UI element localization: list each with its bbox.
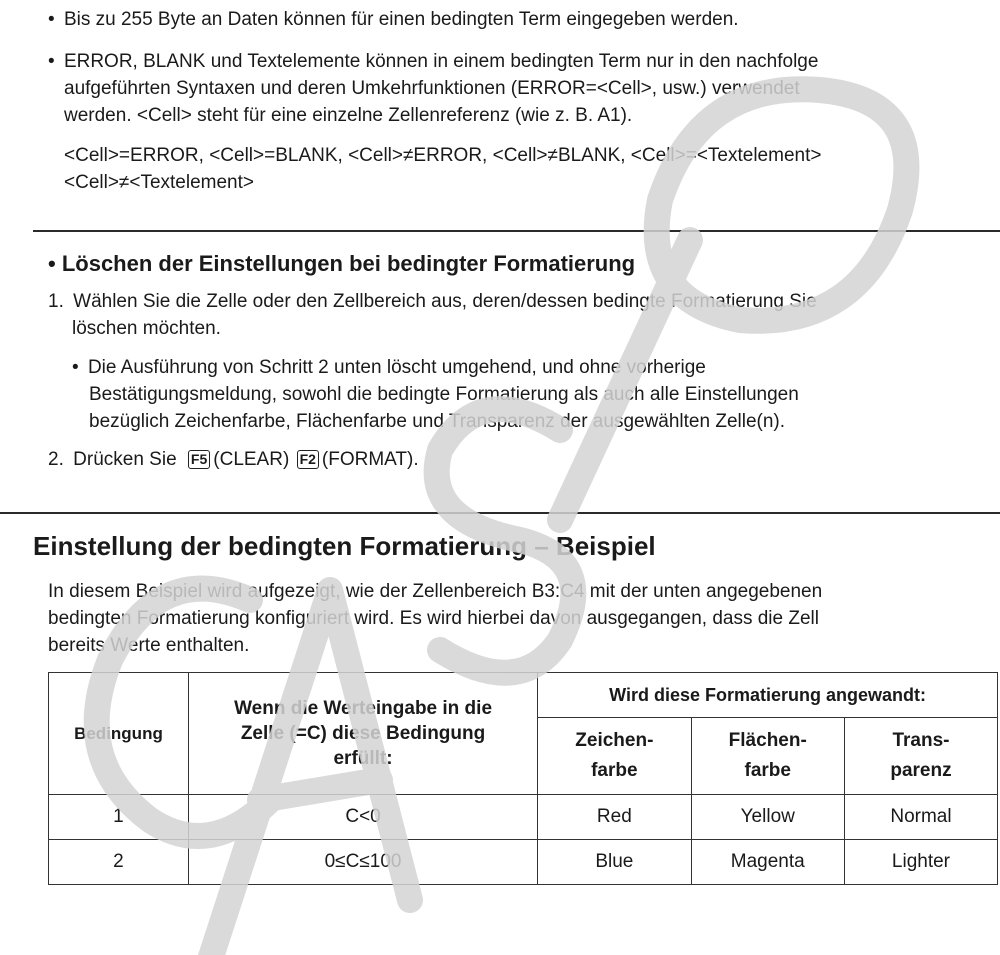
- note-bullet-2-line-2: aufgeführten Syntaxen und deren Umkehrfunktionen (ERROR=<Cell>, usw.) verwendet: [64, 78, 800, 99]
- header-fill-color: Flächen- farbe: [691, 718, 844, 795]
- clear-sub-line-2: Bestätigungsmeldung, sowohl die bedingte Formatierung als auch alle Einstellungen: [89, 384, 799, 405]
- clear-sub-line-1: Die Ausführung von Schritt 2 unten löscht umgehend, und ohne vorherige: [87, 357, 706, 378]
- cell-fill-color: Magenta: [691, 840, 844, 885]
- note-bullet-2-line-1: ERROR, BLANK und Textelemente können in einem bedingten Term nur in den nachfolge: [63, 51, 819, 72]
- f5-key-icon: F5: [188, 450, 210, 469]
- syntax-line-2: <Cell>≠<Textelement>: [64, 172, 254, 193]
- cell-when: 0≤C≤100: [188, 840, 537, 885]
- table-row: [49, 840, 998, 885]
- f2-key-icon: F2: [297, 450, 319, 469]
- watermark-letter-o: [657, 89, 907, 321]
- header-transparency: Trans- parenz: [844, 718, 997, 795]
- clear-step-1: [48, 289, 817, 314]
- clear-step-1-line-1: Wählen Sie die Zelle oder den Zellbereich aus, deren/dessen bedingte Formatierung Sie: [73, 291, 817, 312]
- table-header-row: [49, 673, 998, 718]
- header-condition: Bedingung: [49, 673, 189, 795]
- table-row: [49, 795, 998, 840]
- step-number: 1.: [48, 291, 64, 312]
- syntax-line-1: <Cell>=ERROR, <Cell>=BLANK, <Cell>≠ERROR, <Cell>≠BLANK, <Cell>=<Textelement>: [64, 145, 822, 166]
- bullet-dot: •: [48, 51, 55, 72]
- clear-sub-line-3: bezüglich Zeichenfarbe, Flächenfarbe und Transparenz der ausgewählten Zelle(n).: [89, 411, 786, 432]
- cell-transparency: Normal: [844, 795, 997, 840]
- cell-condition: 1: [49, 795, 189, 840]
- clear-step-2: [48, 447, 419, 472]
- format-label: (FORMAT).: [321, 449, 419, 470]
- cell-when: C<0: [188, 795, 537, 840]
- clear-step-1-line-2: löschen möchten.: [72, 318, 221, 339]
- section-divider-2: [0, 512, 1000, 514]
- bullet-dot: •: [72, 357, 79, 378]
- cell-condition: 2: [49, 840, 189, 885]
- cell-transparency: Lighter: [844, 840, 997, 885]
- example-section-heading: Einstellung der bedingten Formatierung – Beispiel: [33, 531, 656, 561]
- bullet-dot: •: [48, 9, 55, 30]
- header-applied-format: Wird diese Formatierung angewandt:: [538, 673, 998, 718]
- cell-character-color: Red: [538, 795, 691, 840]
- note-bullet-2: [48, 49, 818, 74]
- clear-step-2-prefix: Drücken Sie: [73, 449, 177, 470]
- clear-label: (CLEAR): [213, 449, 290, 470]
- formatting-example-table: [48, 672, 998, 885]
- example-intro-line-1: In diesem Beispiel wird aufgezeigt, wie der Zellenbereich B3:C4 mit der unten angegebenen: [48, 581, 823, 602]
- note-bullet-2-line-3: werden. <Cell> steht für eine einzelne Zellenreferenz (wie z. B. A1).: [64, 105, 633, 126]
- step-number: 2.: [48, 449, 64, 470]
- clear-section-heading: • Löschen der Einstellungen bei bedingter Formatierung: [48, 251, 636, 276]
- heading-bullet: •: [48, 251, 56, 276]
- note-bullet-1: [48, 7, 739, 32]
- note-bullet-1-text: Bis zu 255 Byte an Daten können für einen bedingten Term eingegeben werden.: [63, 9, 739, 30]
- cell-character-color: Blue: [538, 840, 691, 885]
- header-character-color: Zeichen- farbe: [538, 718, 691, 795]
- header-when: Wenn die Werteingabe in die Zelle (=C) diese Bedingung erfüllt:: [188, 673, 537, 795]
- cell-fill-color: Yellow: [691, 795, 844, 840]
- clear-sub-bullet: [72, 355, 706, 380]
- example-intro-line-3: bereits Werte enthalten.: [48, 635, 250, 656]
- section-divider-1: [33, 230, 1000, 232]
- watermark-letter-i: [560, 240, 690, 520]
- example-intro-line-2: bedingten Formatierung konfiguriert wird. Es wird hierbei davon ausgegangen, dass die Zell: [48, 608, 819, 629]
